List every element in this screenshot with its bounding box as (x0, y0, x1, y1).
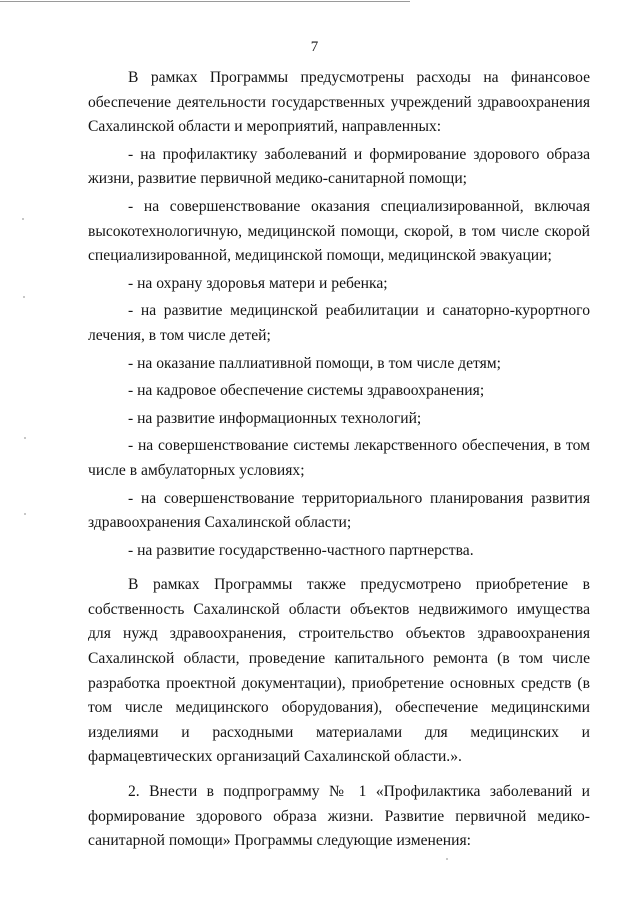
scan-speck (24, 437, 26, 439)
list-item-specialized-care: - на совершенствование оказания специализированной, включая высокотехнологичную, медицинской помощи, скорой, в том числе скорой специализированной, медицинской помощи, медицинской эвакуации; (88, 197, 590, 265)
list-item-maternal-health: - на охрану здоровья матери и ребенка; (128, 274, 388, 292)
page-number: 7 (310, 39, 319, 55)
scan-speck (22, 218, 24, 220)
list-item-prevention: - на профилактику заболеваний и формирование здорового образа жизни, развитие первичной медико-санитарной помощи; (88, 145, 590, 188)
document-body (88, 66, 590, 854)
list-item-drug-provision: - на совершенствование системы лекарственного обеспечения, в том числе в амбулаторных условиях; (88, 437, 590, 479)
paragraph-property-acquisition: В рамках Программы также предусмотрено приобретение в собственность Сахалинской области объектов недвижимого имущества для нужд здравоохранения, строительство объектов здравоохранения Сахалинской области, проведение капитального ремонта (в том числе разработка проектной документации), приобретение основных средств (в том числе медицинского оборудования), обеспечение медицинскими изделиями и расходными материалами для медицинских и фармацевтических организаций Сахалинской области.». (88, 576, 590, 766)
scan-speck (23, 296, 25, 298)
list-item-rehabilitation: - на развитие медицинской реабилитации и санаторно-курортного лечения, в том числе детей; (88, 302, 590, 344)
paragraph-intro: В рамках Программы предусмотрены расходы на финансовое обеспечение деятельности государственных учреждений здравоохранения Сахалинской области и мероприятий, направленных: (88, 69, 590, 136)
list-item-staffing: - на кадровое обеспечение системы здравоохранения; (128, 382, 485, 400)
list-item-information-technology: - на развитие информационных технологий; (128, 409, 422, 427)
list-item-territorial-planning: - на совершенствование территориального планирования развития здравоохранения Сахалинской области; (88, 489, 590, 532)
scan-speck (24, 513, 26, 515)
scan-speck (446, 858, 448, 860)
top-edge-rule (0, 1, 410, 2)
paragraph-subprogram-amendments: 2. Внести в подпрограмму № 1 «Профилактика заболеваний и формирование здорового образа жизни. Развитие первичной медико-санитарной помощи» Программы следующие изменения: (88, 783, 590, 850)
list-item-public-private-partnership: - на развитие государственно-частного партнерства. (128, 541, 474, 559)
list-item-palliative-care: - на оказание паллиативной помощи, в том числе детям; (128, 354, 501, 372)
